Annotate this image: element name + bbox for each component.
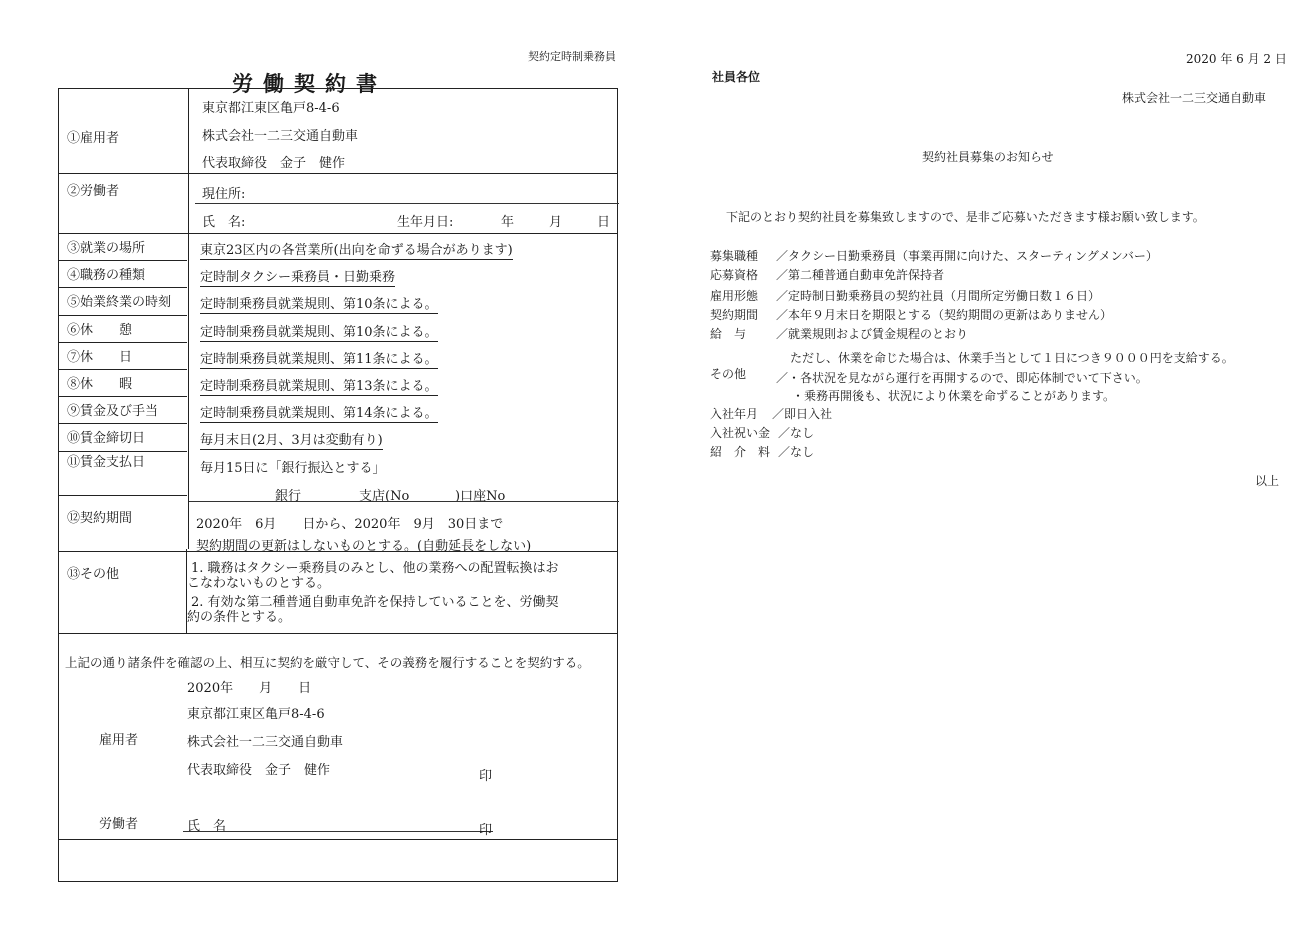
salary-note: ただし、休業を命じた場合は、休業手当として１日につき９０００円を支給する。 — [790, 351, 1234, 365]
branch-label: 支店(No — [359, 489, 410, 504]
notice-sender: 株式会社一二三交通自動車 — [1122, 91, 1267, 105]
notice-end: 以上 — [1255, 474, 1280, 488]
payday-text: 毎月15日に「銀行振込とする」 — [200, 461, 386, 476]
row-divider — [59, 396, 187, 397]
term-value: 定時制乗務員就業規則、第10条による。 — [200, 293, 438, 314]
other-item-line1: ／・各状況を見ながら運行を再開するので、即応体制でいて下さい。 — [776, 371, 1148, 385]
row-divider — [59, 173, 617, 174]
birth-year: 年 — [501, 215, 515, 230]
row-divider — [59, 260, 187, 261]
term-value: 定時制乗務員就業規則、第13条による。 — [200, 375, 438, 396]
employer-company: 株式会社一二三交通自動車 — [202, 129, 359, 144]
payday-label: ⑪賃金支払日 — [67, 455, 146, 470]
term-label: ③就業の場所 — [67, 241, 146, 256]
other-line2: こなわないものとする。 — [187, 576, 331, 591]
address-line — [195, 203, 619, 204]
notice-title: 契約社員募集のお知らせ — [922, 150, 1054, 164]
bonus-label: 入社祝い金 — [710, 426, 771, 440]
row-divider — [59, 423, 187, 424]
bank-label: 銀行 — [275, 489, 302, 504]
notice-item-label: 募集職種 — [710, 249, 759, 263]
term-value: 定時制タクシー乗務員・日勤乗務 — [200, 266, 395, 287]
term-label: ⑤始業終業の時刻 — [67, 295, 172, 311]
sign-company: 株式会社一二三交通自動車 — [187, 735, 344, 750]
term-label: ⑧休 暇 — [67, 377, 133, 392]
notice-intro: 下記のとおり契約社員を募集致しますので、是非ご応募いただきます様お願い致します。 — [726, 210, 1205, 224]
term-label: ⑥休 憩 — [67, 322, 133, 338]
row-divider — [59, 633, 617, 634]
employer-label: ①雇用者 — [67, 131, 120, 146]
term-value: 定時制乗務員就業規則、第11条による。 — [200, 348, 438, 369]
employer-address: 東京都江東区亀戸8-4-6 — [202, 101, 340, 116]
notice-item-label: 雇用形態 — [710, 289, 759, 303]
notice-item-value: ／定時制日勤乗務員の契約社員（月間所定労働日数１６日） — [776, 289, 1101, 303]
row-divider — [59, 495, 187, 496]
notice-item-label: 契約期間 — [710, 308, 759, 322]
contract-type-note: 契約定時制乗務員 — [528, 50, 616, 63]
sign-address: 東京都江東区亀戸8-4-6 — [187, 707, 325, 722]
other-line4: 約の条件とする。 — [187, 610, 292, 625]
other-item-line2: ・乗務再開後も、状況により休業を命ずることがあります。 — [792, 389, 1116, 403]
term-label: ⑨賃金及び手当 — [67, 404, 159, 420]
row-divider — [59, 839, 617, 840]
referral-label: 紹 介 料 — [710, 445, 771, 459]
other-item-label: その他 — [710, 367, 747, 381]
worker-label: ②労働者 — [67, 184, 120, 199]
row-divider — [59, 369, 187, 370]
notice-item-value: ／本年９月末日を期限とする（契約期間の更新はありません） — [776, 308, 1113, 322]
row-divider — [59, 342, 187, 343]
notice-item-value: ／第二種普通自動車免許保持者 — [776, 268, 945, 282]
term-label: ④職務の種類 — [67, 268, 146, 284]
notice-recipients: 社員各位 — [712, 70, 761, 84]
contract-title: 労働契約書 — [232, 71, 387, 96]
join-label: 入社年月 — [710, 407, 759, 421]
join-value: ／即日入社 — [772, 407, 833, 421]
worker-address-label: 現住所: — [202, 187, 246, 202]
other-line3: 2. 有効な第二種普通自動車免許を保持していることを、労働契 — [191, 595, 559, 610]
row-divider — [59, 315, 187, 316]
employer-seal-mark: 印 — [479, 769, 493, 784]
account-label: )口座No — [455, 489, 506, 504]
birth-month: 月 — [549, 215, 563, 230]
other-label: ⑬その他 — [67, 567, 120, 582]
contract-form — [58, 88, 618, 882]
bank-line — [189, 501, 619, 502]
row-divider — [59, 287, 187, 288]
employer-representative: 代表取締役 金子 健作 — [202, 156, 346, 171]
row-divider — [59, 451, 187, 452]
referral-value: ／なし — [778, 445, 815, 459]
row-divider — [59, 551, 617, 552]
term-label: ⑩賃金締切日 — [67, 431, 146, 447]
notice-date: 2020 年 6 月 2 日 — [1186, 52, 1287, 66]
term-label: ⑦休 日 — [67, 349, 133, 365]
agreement-text: 上記の通り諸条件を確認の上、相互に契約を厳守して、その義務を履行することを契約する。 — [65, 655, 590, 670]
sign-representative: 代表取締役 金子 健作 — [187, 763, 331, 778]
sign-employer-label: 雇用者 — [99, 733, 139, 748]
worker-birth-label: 生年月日: — [397, 215, 454, 230]
term-value: 定時制乗務員就業規則、第14条による。 — [200, 402, 438, 423]
label-column-divider — [188, 89, 189, 549]
bonus-value: ／なし — [778, 426, 815, 440]
worker-seal-mark: 印 — [479, 823, 493, 838]
birth-day: 日 — [597, 215, 611, 230]
sign-worker-name: 氏 名 — [187, 819, 227, 834]
notice-item-value: ／就業規則および賃金規程のとおり — [776, 327, 969, 341]
notice-item-value: ／タクシー日勤乗務員（事業再開に向けた、スターティングメンバー） — [776, 249, 1158, 263]
period-renewal: 契約期間の更新はしないものとする。(自動延長をしない) — [196, 539, 532, 554]
term-value: 東京23区内の各営業所(出向を命ずる場合があります) — [200, 239, 513, 260]
worker-signature-line — [183, 831, 493, 832]
worker-name-label: 氏 名: — [202, 215, 246, 230]
sign-worker-label: 労働者 — [99, 817, 139, 832]
sign-date: 2020年 月 日 — [187, 681, 312, 696]
term-value: 定時制乗務員就業規則、第10条による。 — [200, 321, 438, 342]
notice-item-label: 応募資格 — [710, 268, 759, 282]
period-label: ⑫契約期間 — [67, 511, 133, 526]
other-line1: 1. 職務はタクシー乗務員のみとし、他の業務への配置転換はお — [191, 561, 559, 576]
row-divider — [59, 233, 617, 234]
period-dates: 2020年 6月 日から、2020年 9月 30日まで — [196, 517, 504, 532]
term-value: 毎月末日(2月、3月は変動有り) — [200, 429, 383, 450]
notice-item-label: 給 与 — [710, 327, 747, 341]
